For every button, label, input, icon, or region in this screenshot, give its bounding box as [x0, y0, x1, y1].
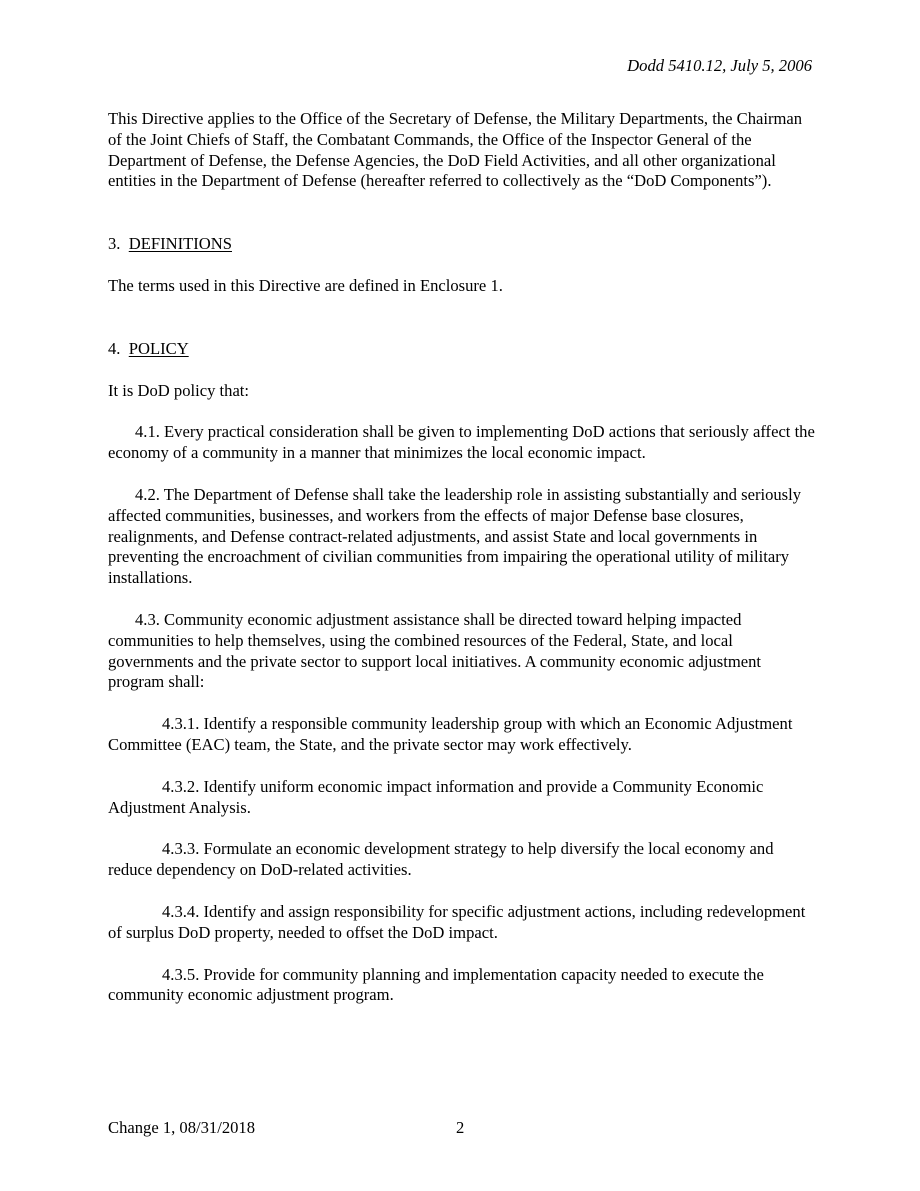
policy-heading [108, 339, 820, 360]
policy-item-4-3: 4.3. Community economic adjustment assistance shall be directed toward helping impacted communities to help themselves, using the combined resources of the Federal, State, and local governments and the private sector to support local initiatives. A community economic adjustment program shall: [108, 609, 762, 692]
document-body [108, 109, 820, 1006]
policy-subitem-4-3-1: 4.3.1. Identify a responsible community leadership group with which an Economic Adjustment Committee (EAC) team, the State, and the private sector may work effectively. [108, 714, 793, 754]
policy-item-4-1: 4.1. Every practical consideration shall be given to implementing DoD actions that seriously affect the economy of a community in a manner that minimizes the local economic impact. [108, 422, 815, 463]
policy-lead: It is DoD policy that: [108, 380, 250, 400]
definitions-title: DEFINITIONS [128, 234, 232, 254]
document-reference-header: Dodd 5410.12, July 5, 2006 [627, 56, 812, 75]
policy-title: POLICY [128, 338, 189, 358]
policy-subitem-4-3-4: 4.3.4. Identify and assign responsibility for specific adjustment actions, including redevelopment of surplus DoD property, needed to offset the DoD impact. [108, 901, 806, 942]
policy-number: 4. [108, 338, 121, 358]
policy-subitem-4-3-5: 4.3.5. Provide for community planning and implementation capacity needed to execute the community economic adjustment program. [108, 964, 764, 1005]
change-note: Change 1, 08/31/2018 [108, 1118, 256, 1137]
policy-subitem-4-3-2: 4.3.2. Identify uniform economic impact information and provide a Community Economic Adjustment Analysis. [108, 776, 764, 817]
policy-subitem-4-3-3: 4.3.3. Formulate an economic development strategy to help diversify the local economy and reduce dependency on DoD-related activities. [108, 839, 774, 880]
definitions-paragraph: The terms used in this Directive are defined in Enclosure 1. [108, 275, 503, 295]
page-number: 2 [456, 1118, 465, 1137]
definitions-number: 3. [108, 234, 121, 254]
applicability-paragraph: This Directive applies to the Office of the Secretary of Defense, the Military Departments, the Chairman of the Joint Chiefs of Staff, the Combatant Commands, the Office of the Inspector General of the Department of Defense, the Defense Agencies, the DoD Field Activities, and all other organizational entities in the Department of Defense (hereafter referred to collectively as the “DoD Components”). [108, 109, 803, 191]
definitions-heading [108, 234, 820, 255]
policy-item-4-2: 4.2. The Department of Defense shall take the leadership role in assisting substantially and seriously affected communities, businesses, and workers from the effects of major Defense base closures, realignments, and Defense contract-related adjustments, and assist State and local governments in preventing the encroachment of civilian communities from impairing the operational utility of military installations. [108, 484, 802, 588]
